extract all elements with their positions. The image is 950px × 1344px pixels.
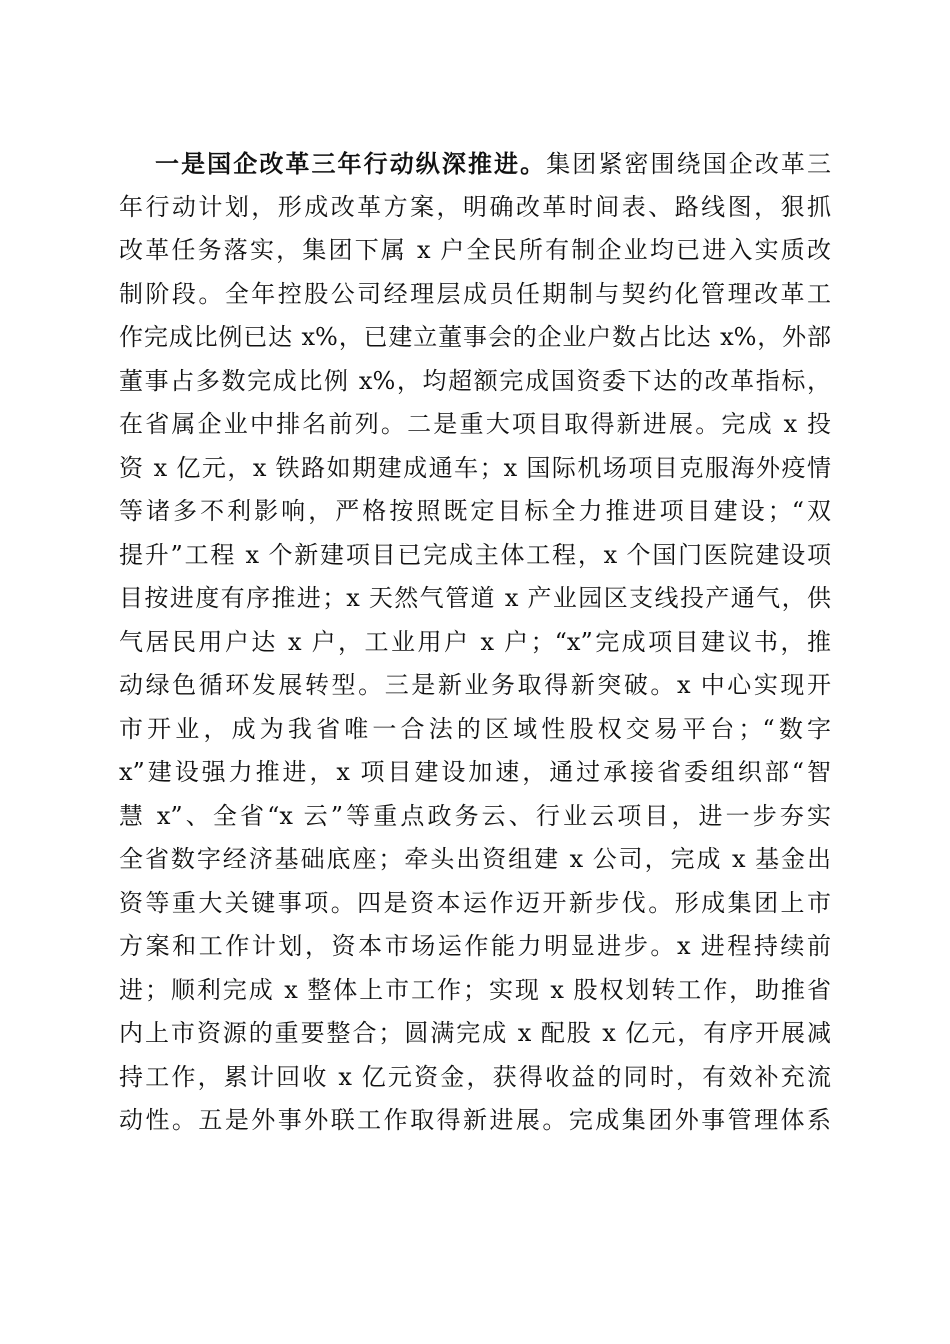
paragraph-line: 气居民用户达 x 户，工业用户 x 户；“x”完成项目建议书，推 <box>119 627 831 656</box>
paragraph-line: 动性。五是外事外联工作取得新进展。完成集团外事管理体系 <box>119 1106 831 1134</box>
paragraph-line: 持工作，累计回收 x 亿元资金，获得收益的同时，有效补充流 <box>119 1062 831 1091</box>
paragraph-line: 等诸多不利影响，严格按照既定目标全力推进项目建设；“双 <box>119 497 831 525</box>
paragraph-line: 内上市资源的重要整合；圆满完成 x 配股 x 亿元，有序开展减 <box>119 1019 831 1047</box>
paragraph-line: 董事占多数完成比例 x%，均超额完成国资委下达的改革指标， <box>119 366 831 395</box>
paragraph-line: 制阶段。全年控股公司经理层成员任期制与契约化管理改革工 <box>119 279 831 308</box>
paragraph-line: 改革任务落实，集团下属 x 户全民所有制企业均已进入实质改 <box>119 236 831 264</box>
paragraph-line: 年行动计划，形成改革方案，明确改革时间表、路线图，狠抓 <box>119 192 831 221</box>
paragraph-line: x”建设强力推进，x 项目建设加速，通过承接省委组织部“智 <box>119 758 831 786</box>
paragraph-lead: 一是国企改革三年行动纵深推进。 <box>155 149 547 178</box>
paragraph-line: 资等重大关键事项。四是资本运作迈开新步伐。形成集团上市 <box>119 888 831 917</box>
paragraph-line: 进；顺利完成 x 整体上市工作；实现 x 股权划转工作，助推省 <box>119 975 831 1004</box>
paragraph-line-1-text: 集团紧密围绕国企改革三 <box>546 150 831 178</box>
paragraph-line: 作完成比例已达 x%，已建立董事会的企业户数占比达 x%，外部 <box>119 323 831 351</box>
paragraph-line-1 <box>119 142 831 186</box>
paragraph-line: 动绿色循环发展转型。三是新业务取得新突破。x 中心实现开 <box>119 671 831 699</box>
paragraph-line: 市开业，成为我省唯一合法的区域性股权交易平台；“数字 <box>119 714 831 743</box>
paragraph-line: 慧 x”、全省“x 云”等重点政务云、行业云项目，进一步夯实 <box>119 801 831 830</box>
body-paragraph <box>119 142 831 1143</box>
paragraph-line: 在省属企业中排名前列。二是重大项目取得新进展。完成 x 投 <box>119 410 831 438</box>
paragraph-line: 目按进度有序推进；x 天然气管道 x 产业园区支线投产通气，供 <box>119 584 831 612</box>
paragraph-line: 资 x 亿元，x 铁路如期建成通车；x 国际机场项目克服海外疫情 <box>119 453 831 482</box>
paragraph-line: 方案和工作计划，资本市场运作能力明显进步。x 进程持续前 <box>119 932 831 960</box>
paragraph-line: 全省数字经济基础底座；牵头出资组建 x 公司，完成 x 基金出 <box>119 845 831 873</box>
paragraph-line: 提升”工程 x 个新建项目已完成主体工程，x 个国门医院建设项 <box>119 540 831 569</box>
